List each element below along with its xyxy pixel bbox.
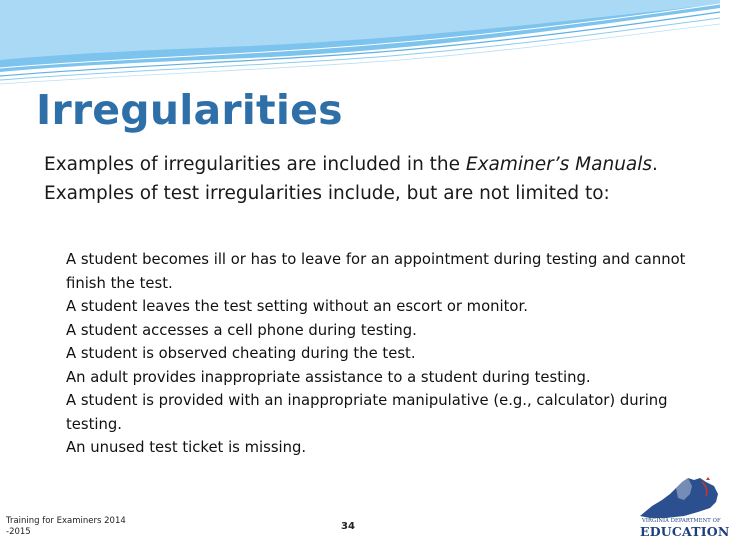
list-item-text: An unused test ticket is missing.: [66, 439, 307, 456]
footer-line-2: -2015: [6, 527, 31, 537]
irregularities-list: [46, 248, 696, 460]
list-item: [46, 389, 696, 436]
list-item-text: A student is observed cheating during the test.: [66, 345, 416, 362]
header-wave-decoration: [0, 0, 720, 90]
logo-caption-main: EDUCATION: [640, 524, 730, 539]
list-item-text: A student accesses a cell phone during testing.: [66, 321, 417, 339]
page-number: 34: [341, 521, 355, 532]
list-item: [46, 366, 696, 390]
intro-text-part2: . Examples of test irregularities include, but are not limited to:: [44, 154, 658, 204]
list-item-text: A student leaves the test setting without an escort or monitor.: [66, 298, 528, 315]
list-item-text: An adult provides inappropriate assistance to a student during testing.: [66, 368, 591, 386]
footer-training-label: [6, 516, 136, 538]
intro-text-part1: Examples of irregularities are included in the: [44, 154, 466, 175]
list-item: [46, 319, 696, 343]
list-item-text: A student becomes ill or has to leave for an appointment during testing and cannot finish the test.: [66, 251, 686, 292]
list-item: [46, 342, 696, 366]
intro-italic-reference: Examiner’s Manuals: [465, 154, 653, 175]
list-item: [46, 248, 696, 295]
list-item-text: A student is provided with an inappropriate manipulative (e.g., calculator) during testing.: [66, 392, 668, 433]
intro-paragraph: [44, 150, 694, 208]
list-item: [46, 295, 696, 319]
list-item: [46, 436, 696, 460]
footer-line-1: Training for Examiners 2014: [6, 516, 126, 526]
logo-caption-top: VIRGINIA DEPARTMENT OF: [642, 518, 721, 524]
slide-title: Irregularities: [36, 86, 343, 134]
